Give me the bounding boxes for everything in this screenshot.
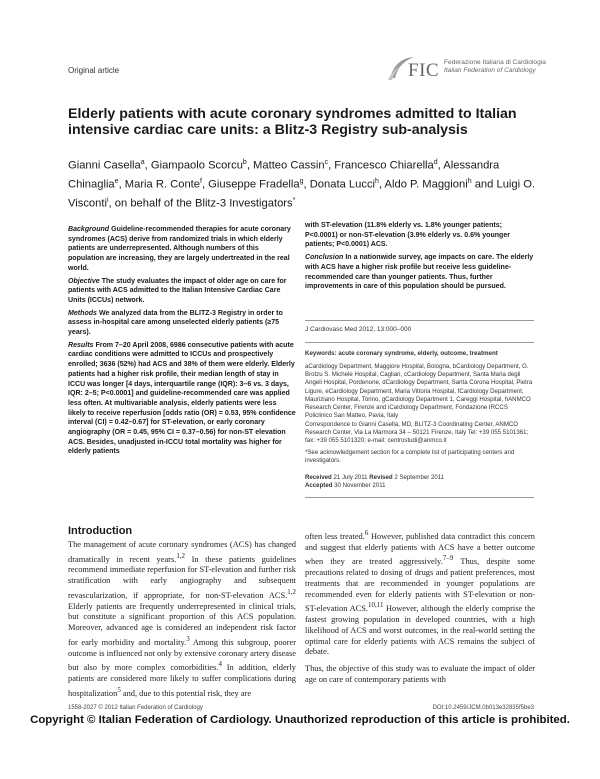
revised-date: 2 September 2011 [394,474,445,481]
abstract-label: Objective [68,277,100,285]
abstract-label: Conclusion [305,254,344,262]
acknowledgement-note: *See acknowledgement section for a complete list of participating centers and investigators. [305,449,515,465]
abstract-methods [68,309,296,338]
footer-issn: 1558-2027 © 2012 Italian Federation of Cardiology [68,705,203,711]
abstract-text: From 7–20 April 2008, 6986 consecutive patients with acute cardiac conditions were admitted to ICCUs and prospectively enrolled; 3636 (52%) had ACS and 38% of them were elderly. Elderly patients had a higher risk profile, their median length of stay in ICCU was longer [4 days, interquartile range (IQR): 3–6 vs. 3 days, IQR: 2–5; P<0.0001] and guideline-recommended care was applied less often. At multivariable analysis, elderly patients were less likely to receive reperfusion [odds ratio (OR) = 0.53, 95% confidence interval (CI) = 0.42–0.67] for ST-elevation, or early coronary angiography (OR = 0.45, 95% CI = 0.37–0.56) for non-ST elevation ACS. Besides, unadjusted in-ICCU total mortality was higher for elderly patients [68,341,296,456]
abstract-label: Background [68,226,110,233]
affiliations: aCardiology Department, Maggiore Hospital, Bologna, bCardiology Department, G. Brotzu S. Michele Hospital, Cagliari, cCardiology Department, Santa Maria degli Angeli Hospital, Pordenone, dCardiology Department, Santa Corona Hospital, Pietra Ligure, eCardiology Department, Maria Vittoria Hospital, fCardiology Department, Mauriziano Hospital, Torino, gCardiology Department 1, Careggi Hospital, hANMCO Research Center, Firenze and iCardiology Department, Fondazione IRCCS Policlinico San Matteo, Pavia, Italy [305,363,533,420]
abstract-results [68,341,296,457]
logo-organization-name [444,59,554,75]
received-date: 21 July 2011 [333,474,368,481]
abstract-text: In a nationwide survey, age impacts on care. The elderly with ACS have a higher risk profile but receive less guideline-recommended care than younger patients. Thus, further improvements in care of this population should be pursued. [305,254,534,291]
section-heading-introduction: Introduction [68,525,133,537]
submission-dates [305,474,535,490]
accepted-label: Accepted [305,482,333,490]
body-paragraph: often less treated.$^6$ However, published data contradict this concern and suggest that elderly patients with ACS have a better outcome when they are treated aggressively.$^{7-9}$ Thus, despite some precautions related to dosing of drugs and patient preferences, most treatments that are recommended in younger populations are recommended even for elderly patients with ST-elevation or non-ST-elevation ACS.$^{10,11}$ However, although the elderly comprise the fastest growing population in developed countries, with a high likelihood of ACS and worst outcomes, in the real-world setting the optimal care for elderly patients with ACS remains the subject of debate. [305,529,536,657]
abstract-text: The study evaluates the impact of older age on care for patients with ACS admitted to the Italian Intensive Cardiac Care Units (ICCUs) network. [68,277,287,304]
abstract-results-continued: with ST-elevation (11.8% elderly vs. 1.8% younger patients; P<0.0001) or non-ST-elevation (3.9% elderly vs. 0.6% younger patients; P<0.0001) ACS. [305,222,511,249]
received-label: Received [305,474,332,481]
journal-logo [386,54,546,88]
section-label: Original article [68,66,120,75]
body-column-left [68,540,296,705]
body-column-right [305,528,535,692]
abstract-objective [68,277,296,306]
revised-label: Revised [369,474,393,481]
logo-name-english: Italian Federation of Cardiology [444,67,536,74]
copyright-notice: Copyright © Italian Federation of Cardiology. Unauthorized reproduction of this article is prohibited. [30,714,570,726]
keywords: Keywords: acute coronary syndrome, elderly, outcome, treatment [305,350,498,357]
author-list: Gianni Casella$^a$, Giampaolo Scorcu$^b$, Matteo Cassin$^c$, Francesco Chiarella$^d$, Alessandra Chinaglia$^e$, Maria R. Conte$^f$, Giuseppe Fradella$^g$, Donata Lucci$^h$, Aldo P. Maggioni$^h$ and Luigi O. Visconti$^i$, on behalf of the Blitz-3 Investigators* [68,159,536,211]
logo-name-italian: Federazione Italiana di Cardiologia [444,59,546,66]
abstract-conclusion [305,253,534,292]
article-title: Elderly patients with acute coronary syndromes admitted to Italian intensive cardiac care units: a Blitz-3 Registry sub-analysis [68,106,517,138]
divider [305,320,534,321]
abstract-label: Methods [68,309,97,317]
footer-doi: DOI:10.2459/JCM.0b013e32835f5be3 [432,705,534,711]
abstract-column-right [305,221,534,295]
divider [305,342,534,343]
accepted-date: 30 November 2011 [334,482,386,490]
abstract-text: Guideline-recommended therapies for acute coronary syndromes (ACS) derive from randomized trials in which elderly patients are underrepresented. Although numbers of this population are increasing, they are largely undertreated in the real world. [68,226,291,272]
abstract-column-left [68,225,296,460]
body-paragraph: The management of acute coronary syndromes (ACS) has changed dramatically in recent years.$^{1,2}$ In these patients guidelines recommend immediate reperfusion for ST-elevation and further risk stratification with early angiography and subsequent revascularization, if appropriate, for non-ST-elevation ACS.$^{1,2}$ Elderly patients are frequently underrepresented in clinical trials, but constitute a significant proportion of this ACS population. Moreover, advanced age is considered an independent risk factor for early morbidity and mortality.$^3$ Among this subgroup, poorer outcome is influenced not only by extensive coronary artery disease but also by more complex comorbidities.$^4$ In addition, elderly patients are considered more likely to suffer complications during hospitalization$^5$ and, due to this potential risk, they are [68,540,296,698]
abstract-background [68,225,296,274]
body-paragraph: Thus, the objective of this study was to evaluate the impact of older age on care of contemporary patients with [305,664,535,684]
journal-reference: J Cardiovasc Med 2012, 13:000–000 [305,326,412,333]
logo-wordmark: FIC [408,60,440,81]
abstract-text: We analyzed data from the BLITZ-3 Registry in order to assess in-hospital care among unselected elderly patients (≥75 years). [68,309,283,337]
abstract-label: Results [68,341,94,349]
divider [305,497,534,498]
correspondence: Correspondence to Gianni Casella, MD, BLITZ-3 Coordinating Center, ANMCO Research Center, Via La Marmora 34 – 50121 Firenze, Italy Tel: +39 055 5101361; fax: +39 055 5101320; e-mail: centrostudi@anmco.it [305,421,529,445]
